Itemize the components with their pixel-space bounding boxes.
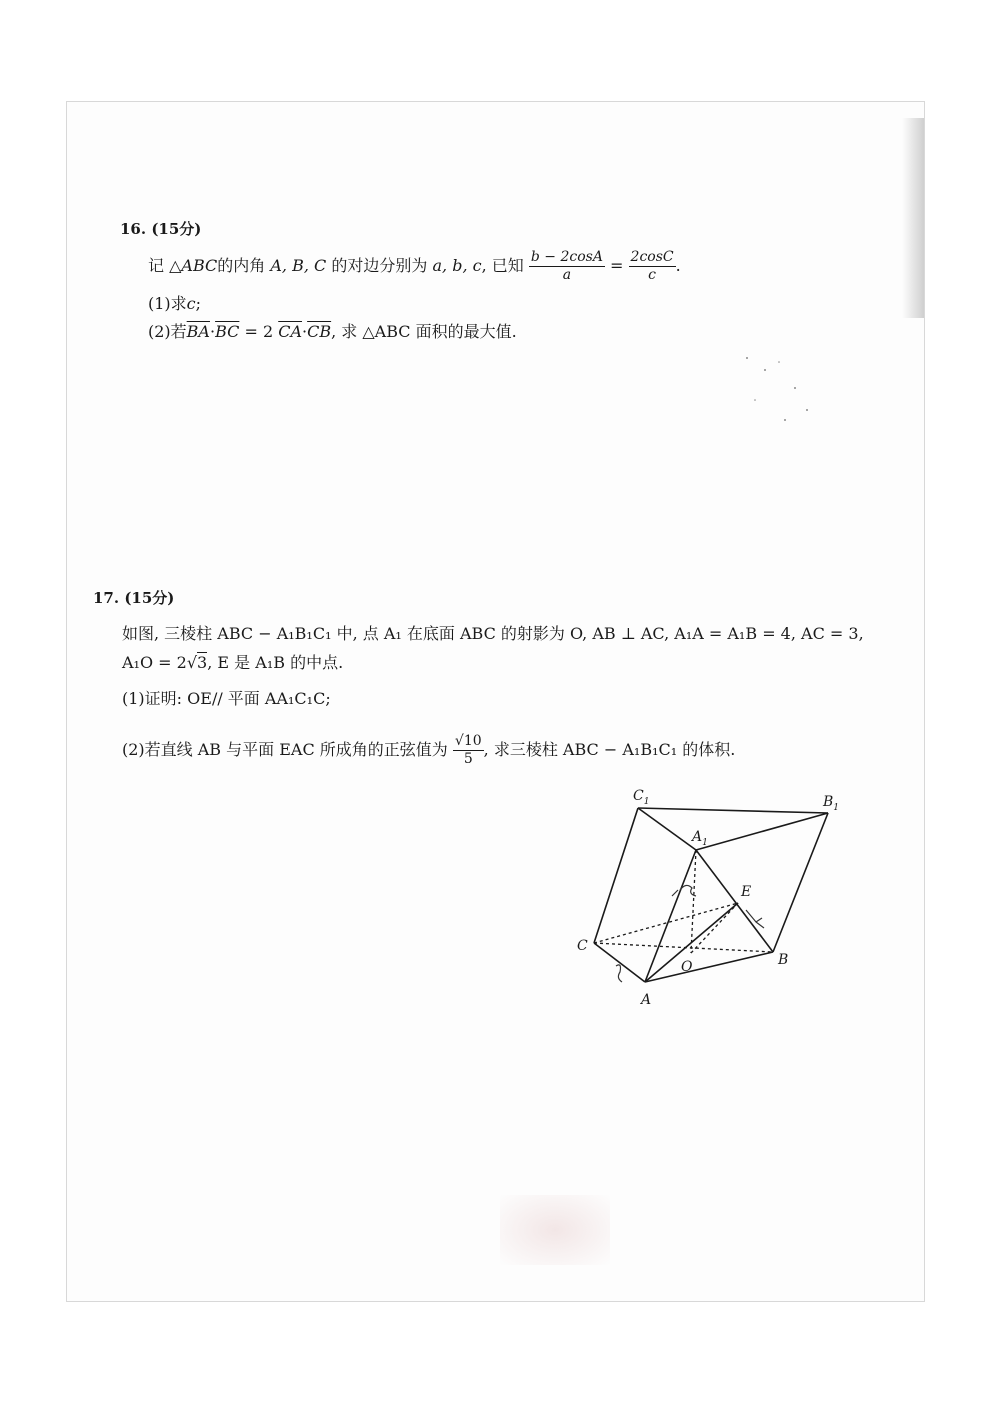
q16-stem-sides: a, b, c [432, 256, 482, 275]
label-o: O [681, 959, 693, 975]
q16-stem-end: . [675, 256, 681, 275]
q16-vector-cb: $\overline{CB}$ [307, 322, 332, 341]
label-a1: $A_1$ [692, 829, 708, 848]
edge-b1-b [773, 813, 828, 952]
q16-vector-bc: $\overline{BC}$ [215, 322, 240, 341]
scan-smudge [500, 1195, 610, 1265]
edge-c1-b1 [638, 808, 828, 813]
q16-part2-rest: , 求 △ABC 面积的最大值. [331, 322, 517, 341]
q16-fraction-2-num: 2cosC [630, 249, 674, 265]
q16-fraction-1 [529, 249, 605, 284]
q17-part2-pre: (2)若直线 AB 与平面 EAC 所成角的正弦值为 [122, 740, 448, 759]
speck [784, 419, 786, 421]
q16-part1-label: (1)求 [148, 294, 187, 313]
q16-stem-mid: 的内角 [217, 256, 266, 275]
prism-figure [560, 778, 840, 1018]
edge-a-b [645, 952, 773, 982]
q16-stem-pre: 记 [148, 256, 165, 275]
q17-stem-line1: 如图, 三棱柱 ABC − A₁B₁C₁ 中, 点 A₁ 在底面 ABC 的射影为 O, AB ⊥ AC, A₁A = A₁B = 4, AC = 3, [122, 624, 864, 643]
speck [806, 409, 808, 411]
speck [754, 399, 756, 401]
q16-stem-angles: A, B, C [270, 256, 327, 275]
q17-stem-line2 [122, 652, 343, 674]
dashed-o-e [691, 903, 738, 953]
q17-sqrt-radicand: 3 [197, 653, 208, 672]
q16-fraction-2 [629, 249, 676, 284]
scan-noise [735, 340, 825, 440]
edge-c-a [594, 943, 645, 982]
q17-part2-post: , 求三棱柱 ABC − A₁B₁C₁ 的体积. [483, 740, 736, 759]
q16-dot-2: · [302, 322, 308, 341]
label-a: A [641, 992, 652, 1008]
q17-fraction-den: 5 [463, 751, 473, 767]
q16-dot-1: · [209, 322, 216, 341]
q17-fraction [453, 733, 484, 768]
edge-c1-a1 [638, 808, 696, 850]
prism-diagram [560, 778, 840, 1018]
q16-stem-mid2: 的对边分别为 [331, 256, 428, 275]
edge-a1-b1 [696, 813, 828, 850]
label-b: B [778, 952, 789, 968]
q16-part2-eq: = 2 [239, 322, 279, 341]
dashed-c-b [594, 943, 773, 952]
label-c: C [577, 938, 588, 954]
label-b1: $B_1$ [823, 794, 840, 813]
edge-a1-b [696, 850, 773, 952]
dashed-c-e [594, 903, 738, 943]
pencil-mark-1 [672, 885, 696, 896]
q16-part1-var: c [186, 294, 196, 313]
q16-part2-label: (2)若 [148, 322, 187, 341]
q16-vector-ca: $\overline{CA}$ [278, 322, 303, 341]
q16-stem-mid3: , 已知 [481, 256, 524, 275]
q17-part1: (1)证明: OE// 平面 AA₁C₁C; [122, 689, 331, 708]
speck [746, 357, 748, 359]
pencil-mark-3 [616, 965, 622, 982]
label-e: E [741, 884, 752, 900]
q16-part1 [148, 293, 201, 315]
scan-edge-shadow [902, 118, 924, 318]
q16-part2 [148, 321, 517, 343]
q17-part2 [122, 733, 735, 768]
dashed-a1-o [691, 850, 696, 953]
speck [778, 361, 780, 363]
speck [764, 369, 766, 371]
q16-fraction-2-den: c [648, 267, 656, 283]
q16-equals: = [610, 256, 624, 275]
edge-c1-c [594, 808, 638, 943]
q17-header: 17. (15分) [93, 589, 175, 607]
speck [794, 387, 796, 389]
q16-stem-triangle: △ABC [169, 256, 218, 275]
q17-stem-line2-pre: A₁O = 2 [122, 653, 187, 672]
q16-vector-ba: $\overline{BA}$ [186, 322, 210, 341]
q17-fraction-num: √10 [454, 733, 482, 749]
q16-fraction-1-den: a [562, 267, 572, 283]
q16-part1-end: ; [195, 294, 202, 313]
q16-header: 16. (15分) [120, 220, 202, 238]
q17-stem-line2-post: , E 是 A₁B 的中点. [207, 653, 344, 672]
q16-fraction-1-num: b − 2cosA [530, 249, 603, 265]
q16-stem [148, 249, 681, 284]
sqrt-icon: √ [186, 653, 198, 672]
label-c1: $C_1$ [633, 788, 650, 807]
